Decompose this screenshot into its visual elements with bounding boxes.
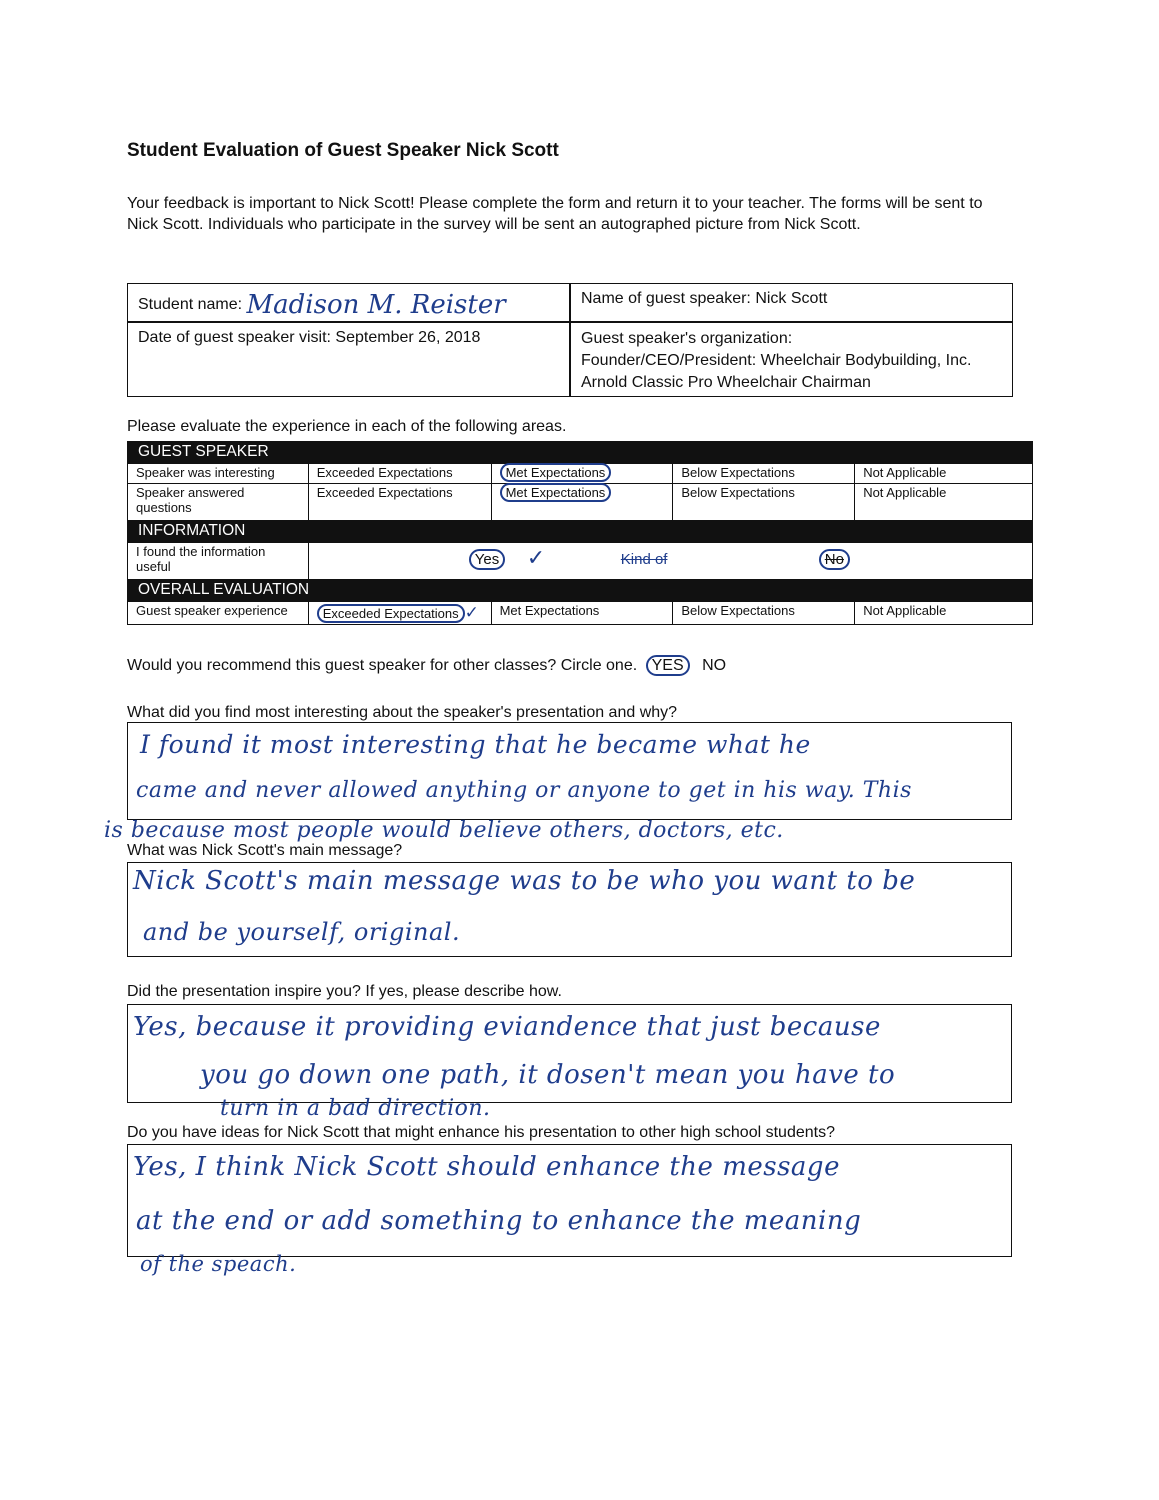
org-line2: Arnold Classic Pro Wheelchair Chairman	[581, 374, 871, 391]
q4-answer-line3: of the speach.	[140, 1252, 297, 1276]
option-met-label: Met Expectations	[500, 463, 612, 482]
evaluate-prompt: Please evaluate the experience in each of the following areas.	[127, 418, 567, 435]
form-title: Student Evaluation of Guest Speaker Nick Scott	[127, 140, 559, 161]
option-exceeded[interactable]: Exceeded Expectations	[308, 484, 491, 521]
speaker-organization	[571, 326, 1011, 396]
recommend-no[interactable]: NO	[702, 657, 727, 674]
student-name-label: Student name:	[138, 296, 243, 313]
option-exceeded-label: Exceeded Expectations	[317, 604, 465, 623]
q3-question: Did the presentation inspire you? If yes, please describe how.	[127, 983, 562, 1000]
row-overall-experience	[128, 602, 1033, 625]
recommend-question-text: Would you recommend this guest speaker for other classes? Circle one.	[127, 657, 638, 674]
recommend-question	[127, 657, 726, 675]
option-na[interactable]: Not Applicable	[855, 484, 1033, 521]
option-below[interactable]: Below Expectations	[673, 464, 855, 484]
info-box	[127, 283, 1013, 397]
q2-answer-line1: Nick Scott's main message was to be who you want to be	[133, 866, 916, 896]
option-exceeded[interactable]: Exceeded Expectations	[308, 464, 491, 484]
student-name-field[interactable]	[128, 288, 569, 318]
option-kind-of-crossed[interactable]: Kind of	[620, 551, 668, 568]
q1-answer-line1: I found it most interesting that he became what he	[140, 730, 811, 759]
q4-question: Do you have ideas for Nick Scott that might enhance his presentation to other high school students?	[127, 1124, 835, 1141]
row-label: I found the information useful	[128, 543, 309, 580]
row-label: Guest speaker experience	[128, 602, 309, 625]
q3-answer-line3: turn in a bad direction.	[220, 1096, 491, 1121]
option-yes-selected[interactable]: Yes	[469, 549, 505, 570]
option-no-crossed[interactable]: No	[819, 549, 850, 570]
option-met-selected[interactable]	[491, 484, 673, 521]
section-guest-speaker: GUEST SPEAKER	[128, 442, 1033, 464]
student-name-value: Madison M. Reister	[246, 290, 506, 320]
visit-date: Date of guest speaker visit: September 26, 2018	[138, 329, 481, 346]
q1-answer-line2: came and never allowed anything or anyone to get in his way. This	[136, 778, 912, 803]
option-na[interactable]: Not Applicable	[855, 464, 1033, 484]
row-label: Speaker answered questions	[128, 484, 309, 521]
section-overall: OVERALL EVALUATION	[128, 580, 1033, 602]
check-mark-icon: ✓	[526, 545, 546, 570]
q2-question: What was Nick Scott's main message?	[127, 842, 403, 859]
option-met-selected[interactable]	[491, 464, 673, 484]
q2-answer-line2: and be yourself, original.	[143, 918, 461, 946]
option-below[interactable]: Below Expectations	[673, 484, 855, 521]
org-line1: Founder/CEO/President: Wheelchair Bodybuilding, Inc.	[581, 352, 972, 369]
option-exceeded-selected[interactable]	[308, 602, 491, 625]
useful-options	[308, 543, 1032, 580]
q3-answer-line1: Yes, because it providing eviandence that just because	[133, 1012, 881, 1042]
option-met-label: Met Expectations	[500, 483, 612, 502]
recommend-yes-selected[interactable]: YES	[646, 655, 690, 676]
q4-answer-line1: Yes, I think Nick Scott should enhance the message	[133, 1152, 840, 1182]
q1-answer-line3: is because most people would believe others, doctors, etc.	[104, 818, 784, 843]
option-na[interactable]: Not Applicable	[855, 602, 1033, 625]
row-label: Speaker was interesting	[128, 464, 309, 484]
row-speaker-interesting	[128, 464, 1033, 484]
option-met[interactable]: Met Expectations	[491, 602, 673, 625]
check-mark-icon: ✓	[464, 603, 479, 622]
option-below[interactable]: Below Expectations	[673, 602, 855, 625]
evaluation-table	[127, 441, 1033, 625]
speaker-name: Name of guest speaker: Nick Scott	[581, 290, 828, 307]
q1-question: What did you find most interesting about the speaker's presentation and why?	[127, 704, 678, 721]
section-information: INFORMATION	[128, 521, 1033, 543]
row-info-useful	[128, 543, 1033, 580]
form-intro: Your feedback is important to Nick Scott! Please complete the form and return it to your teacher. The forms will be sent to Nick Scott. Individuals who participate in the survey will be sent an autographed picture from Nick Scott.	[127, 195, 983, 233]
org-label: Guest speaker's organization:	[581, 330, 793, 347]
q3-answer-line2: you go down one path, it dosen't mean you have to	[200, 1060, 896, 1090]
row-speaker-answered	[128, 484, 1033, 521]
q4-answer-line2: at the end or add something to enhance the meaning	[136, 1206, 862, 1236]
